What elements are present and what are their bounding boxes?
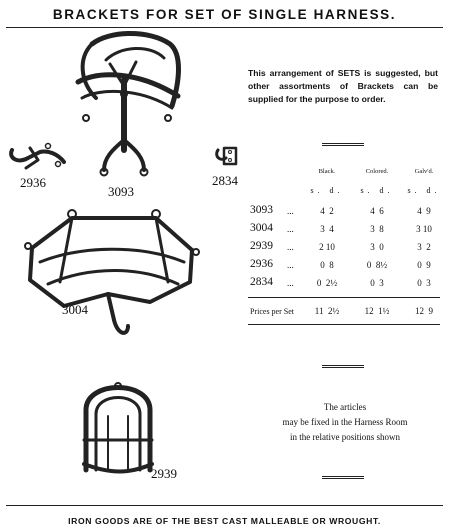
units-black: s. d. bbox=[310, 186, 344, 195]
row-value-colored: 3 8 bbox=[370, 224, 384, 234]
total-colored: 12 1½ bbox=[364, 306, 390, 316]
page-title: BRACKETS FOR SET OF SINGLE HARNESS. bbox=[52, 7, 397, 22]
row-value-galvd: 0 9 bbox=[417, 260, 431, 270]
row-value-black: 3 4 bbox=[320, 224, 334, 234]
column-header-black: Black. bbox=[318, 168, 336, 175]
row-code: 2936 bbox=[250, 258, 273, 270]
figure-label-2939: 2939 bbox=[151, 466, 177, 481]
row-dots: ... bbox=[287, 242, 294, 252]
note-line: may be fixed in the Harness Room bbox=[282, 417, 408, 427]
note-line: in the relative positions shown bbox=[290, 432, 400, 442]
bracket-2936-drawing bbox=[11, 144, 64, 169]
footer-rule bbox=[6, 505, 443, 506]
table-top-rule bbox=[322, 143, 364, 146]
total-black: 11 2½ bbox=[314, 306, 340, 316]
row-dots: ... bbox=[287, 260, 294, 270]
column-header-colored: Colored. bbox=[365, 168, 389, 175]
row-code: 3004 bbox=[250, 222, 273, 234]
figure-label-3093: 3093 bbox=[108, 184, 134, 199]
total-galvd: 12 9 bbox=[415, 306, 433, 316]
row-value-black: 0 2½ bbox=[316, 278, 338, 288]
row-value-black: 2 10 bbox=[319, 242, 335, 252]
column-header-galvd: Galv'd. bbox=[414, 168, 434, 175]
note-text bbox=[250, 400, 440, 445]
figure-label-3004: 3004 bbox=[62, 302, 88, 317]
row-value-galvd: 0 3 bbox=[417, 278, 431, 288]
row-value-black: 0 8 bbox=[320, 260, 334, 270]
totals-rule bbox=[248, 297, 440, 298]
row-dots: ... bbox=[287, 278, 294, 288]
figure-label-2936: 2936 bbox=[20, 175, 46, 190]
row-code: 2834 bbox=[250, 276, 273, 288]
row-value-colored: 4 6 bbox=[370, 206, 384, 216]
row-code: 2939 bbox=[250, 240, 273, 252]
bracket-2834-drawing bbox=[217, 148, 236, 164]
row-value-black: 4 2 bbox=[320, 206, 334, 216]
footer-text: IRON GOODS ARE OF THE BEST CAST MALLEABLE OR WROUGHT. bbox=[68, 516, 381, 526]
bracket-2939-drawing bbox=[84, 383, 152, 472]
row-value-colored: 3 0 bbox=[370, 242, 384, 252]
row-value-galvd: 3 10 bbox=[416, 224, 432, 234]
row-value-colored: 0 8½ bbox=[366, 260, 388, 270]
bracket-3004-drawing bbox=[25, 210, 199, 333]
totals-label: Prices per Set bbox=[250, 307, 294, 316]
row-code: 3093 bbox=[250, 204, 273, 216]
intro-text: This arrangement of SETS is suggested, but other assortments of Brackets can be supplied for the purpose to order. bbox=[248, 68, 438, 104]
row-value-galvd: 4 9 bbox=[417, 206, 431, 216]
row-value-galvd: 3 2 bbox=[417, 242, 431, 252]
row-dots: ... bbox=[287, 224, 294, 234]
row-dots: ... bbox=[287, 206, 294, 216]
units-colored: s. d. bbox=[360, 186, 394, 195]
row-value-colored: 0 3 bbox=[370, 278, 384, 288]
bracket-3093-drawing bbox=[78, 34, 179, 176]
note-bottom-rule bbox=[322, 476, 364, 479]
totals-bottom-rule bbox=[248, 324, 440, 325]
note-top-rule bbox=[322, 365, 364, 368]
note-line: The articles bbox=[323, 402, 367, 412]
units-galvd: s. d. bbox=[407, 186, 441, 195]
figure-label-2834: 2834 bbox=[212, 173, 238, 188]
